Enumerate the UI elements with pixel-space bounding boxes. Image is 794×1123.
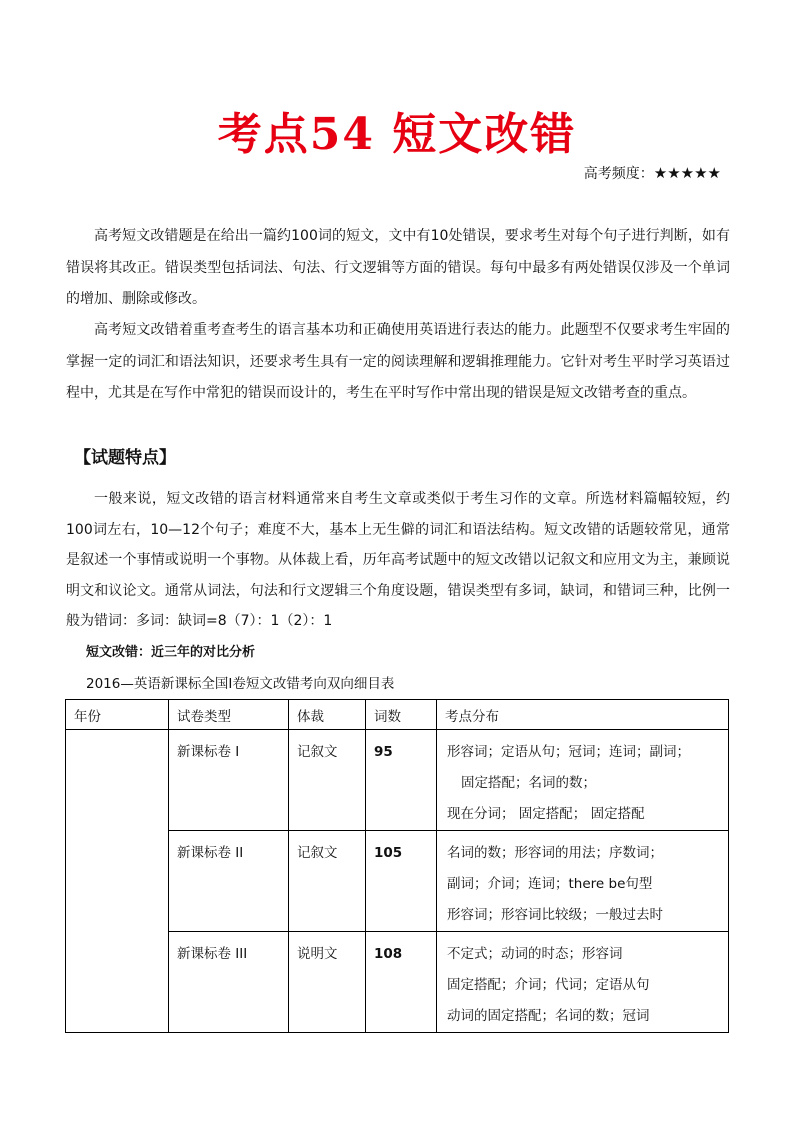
word-count-cell: 108 [366, 932, 437, 1033]
genre-cell: 记叙文 [289, 831, 366, 932]
intro-paragraph-2: 高考短文改错着重考查考生的语言基本功和正确使用英语进行表达的能力。此题型不仅要求考生牢固的掌握一定的词汇和语法知识，还要求考生具有一定的阅读理解和逻辑推理能力。它针对考生平时学习英语过程中，尤其是在写作中常犯的错误而设计的，考生在平时写作中常出现的错误是短文改错考查的重点。 [66, 322, 730, 401]
test-point-line: 固定搭配；名词的数； [461, 775, 596, 791]
analysis-subheading: 短文改错：近三年的对比分析 [86, 645, 256, 660]
test-point-line: 不定式；动词的时态；形容词 [447, 946, 623, 962]
test-points-cell [437, 831, 729, 932]
test-point-line: 形容词；定语从句；冠词；连词；副词； [447, 744, 690, 760]
frequency-stars: ★★★★★ [653, 164, 721, 182]
genre-cell: 说明文 [289, 932, 366, 1033]
paper-type-cell: 新课标卷 I [169, 730, 289, 831]
table-header-row [66, 700, 729, 730]
header-word-count: 词数 [366, 700, 437, 730]
genre-cell: 记叙文 [289, 730, 366, 831]
test-points-cell [437, 730, 729, 831]
exam-frequency [584, 163, 721, 183]
page-title: 考点54 短文改错 [217, 109, 577, 160]
test-point-line: 形容词；形容词比较级；一般过去时 [447, 907, 663, 923]
table-caption: 2016—英语新课标全国I卷短文改错考向双向细目表 [86, 676, 395, 692]
frequency-label: 高考频度： [583, 166, 654, 182]
test-point-line: 名词的数；形容词的用法；序数词； [447, 845, 663, 861]
section-heading: 【试题特点】 [74, 448, 176, 468]
header-test-points: 考点分布 [437, 700, 729, 730]
word-count-cell: 95 [366, 730, 437, 831]
paper-type-cell: 新课标卷 II [169, 831, 289, 932]
analysis-table [65, 699, 729, 1033]
test-point-line: 动词的固定搭配；名词的数；冠词 [447, 1008, 650, 1024]
intro-paragraph-1: 高考短文改错题是在给出一篇约100词的短文，文中有10处错误，要求考生对每个句子进行判断，如有错误将其改正。错误类型包括词法、句法、行文逻辑等方面的错误。每句中最多有两处错误仅涉及一个单词的增加、删除或修改。 [66, 228, 730, 307]
header-year: 年份 [66, 700, 169, 730]
table-row [66, 730, 729, 831]
test-point-line: 固定搭配；介词；代词；定语从句 [447, 977, 650, 993]
test-point-line: 副词；介词；连词；there be句型 [447, 876, 653, 892]
test-points-cell [437, 932, 729, 1033]
year-cell [66, 730, 169, 1033]
header-paper-type: 试卷类型 [169, 700, 289, 730]
header-genre: 体裁 [289, 700, 366, 730]
paper-type-cell: 新课标卷 III [169, 932, 289, 1033]
section-paragraph: 一般来说，短文改错的语言材料通常来自考生文章或类似于考生习作的文章。所选材料篇幅较短，约100词左右，10—12个句子；难度不大，基本上无生僻的词汇和语法结构。短文改错的话题较常见，通常是叙述一个事情或说明一个事物。从体裁上看，历年高考试题中的短文改错以记叙文和应用文为主，兼顾说明文和议论文。通常从词法，句法和行文逻辑三个角度设题，错误类型有多词，缺词，和错词三种，比例一般为错词：多词：缺词=8（7）：1（2）：1 [66, 491, 730, 629]
word-count-cell: 105 [366, 831, 437, 932]
test-point-line: 现在分词； 固定搭配； 固定搭配 [447, 806, 645, 822]
